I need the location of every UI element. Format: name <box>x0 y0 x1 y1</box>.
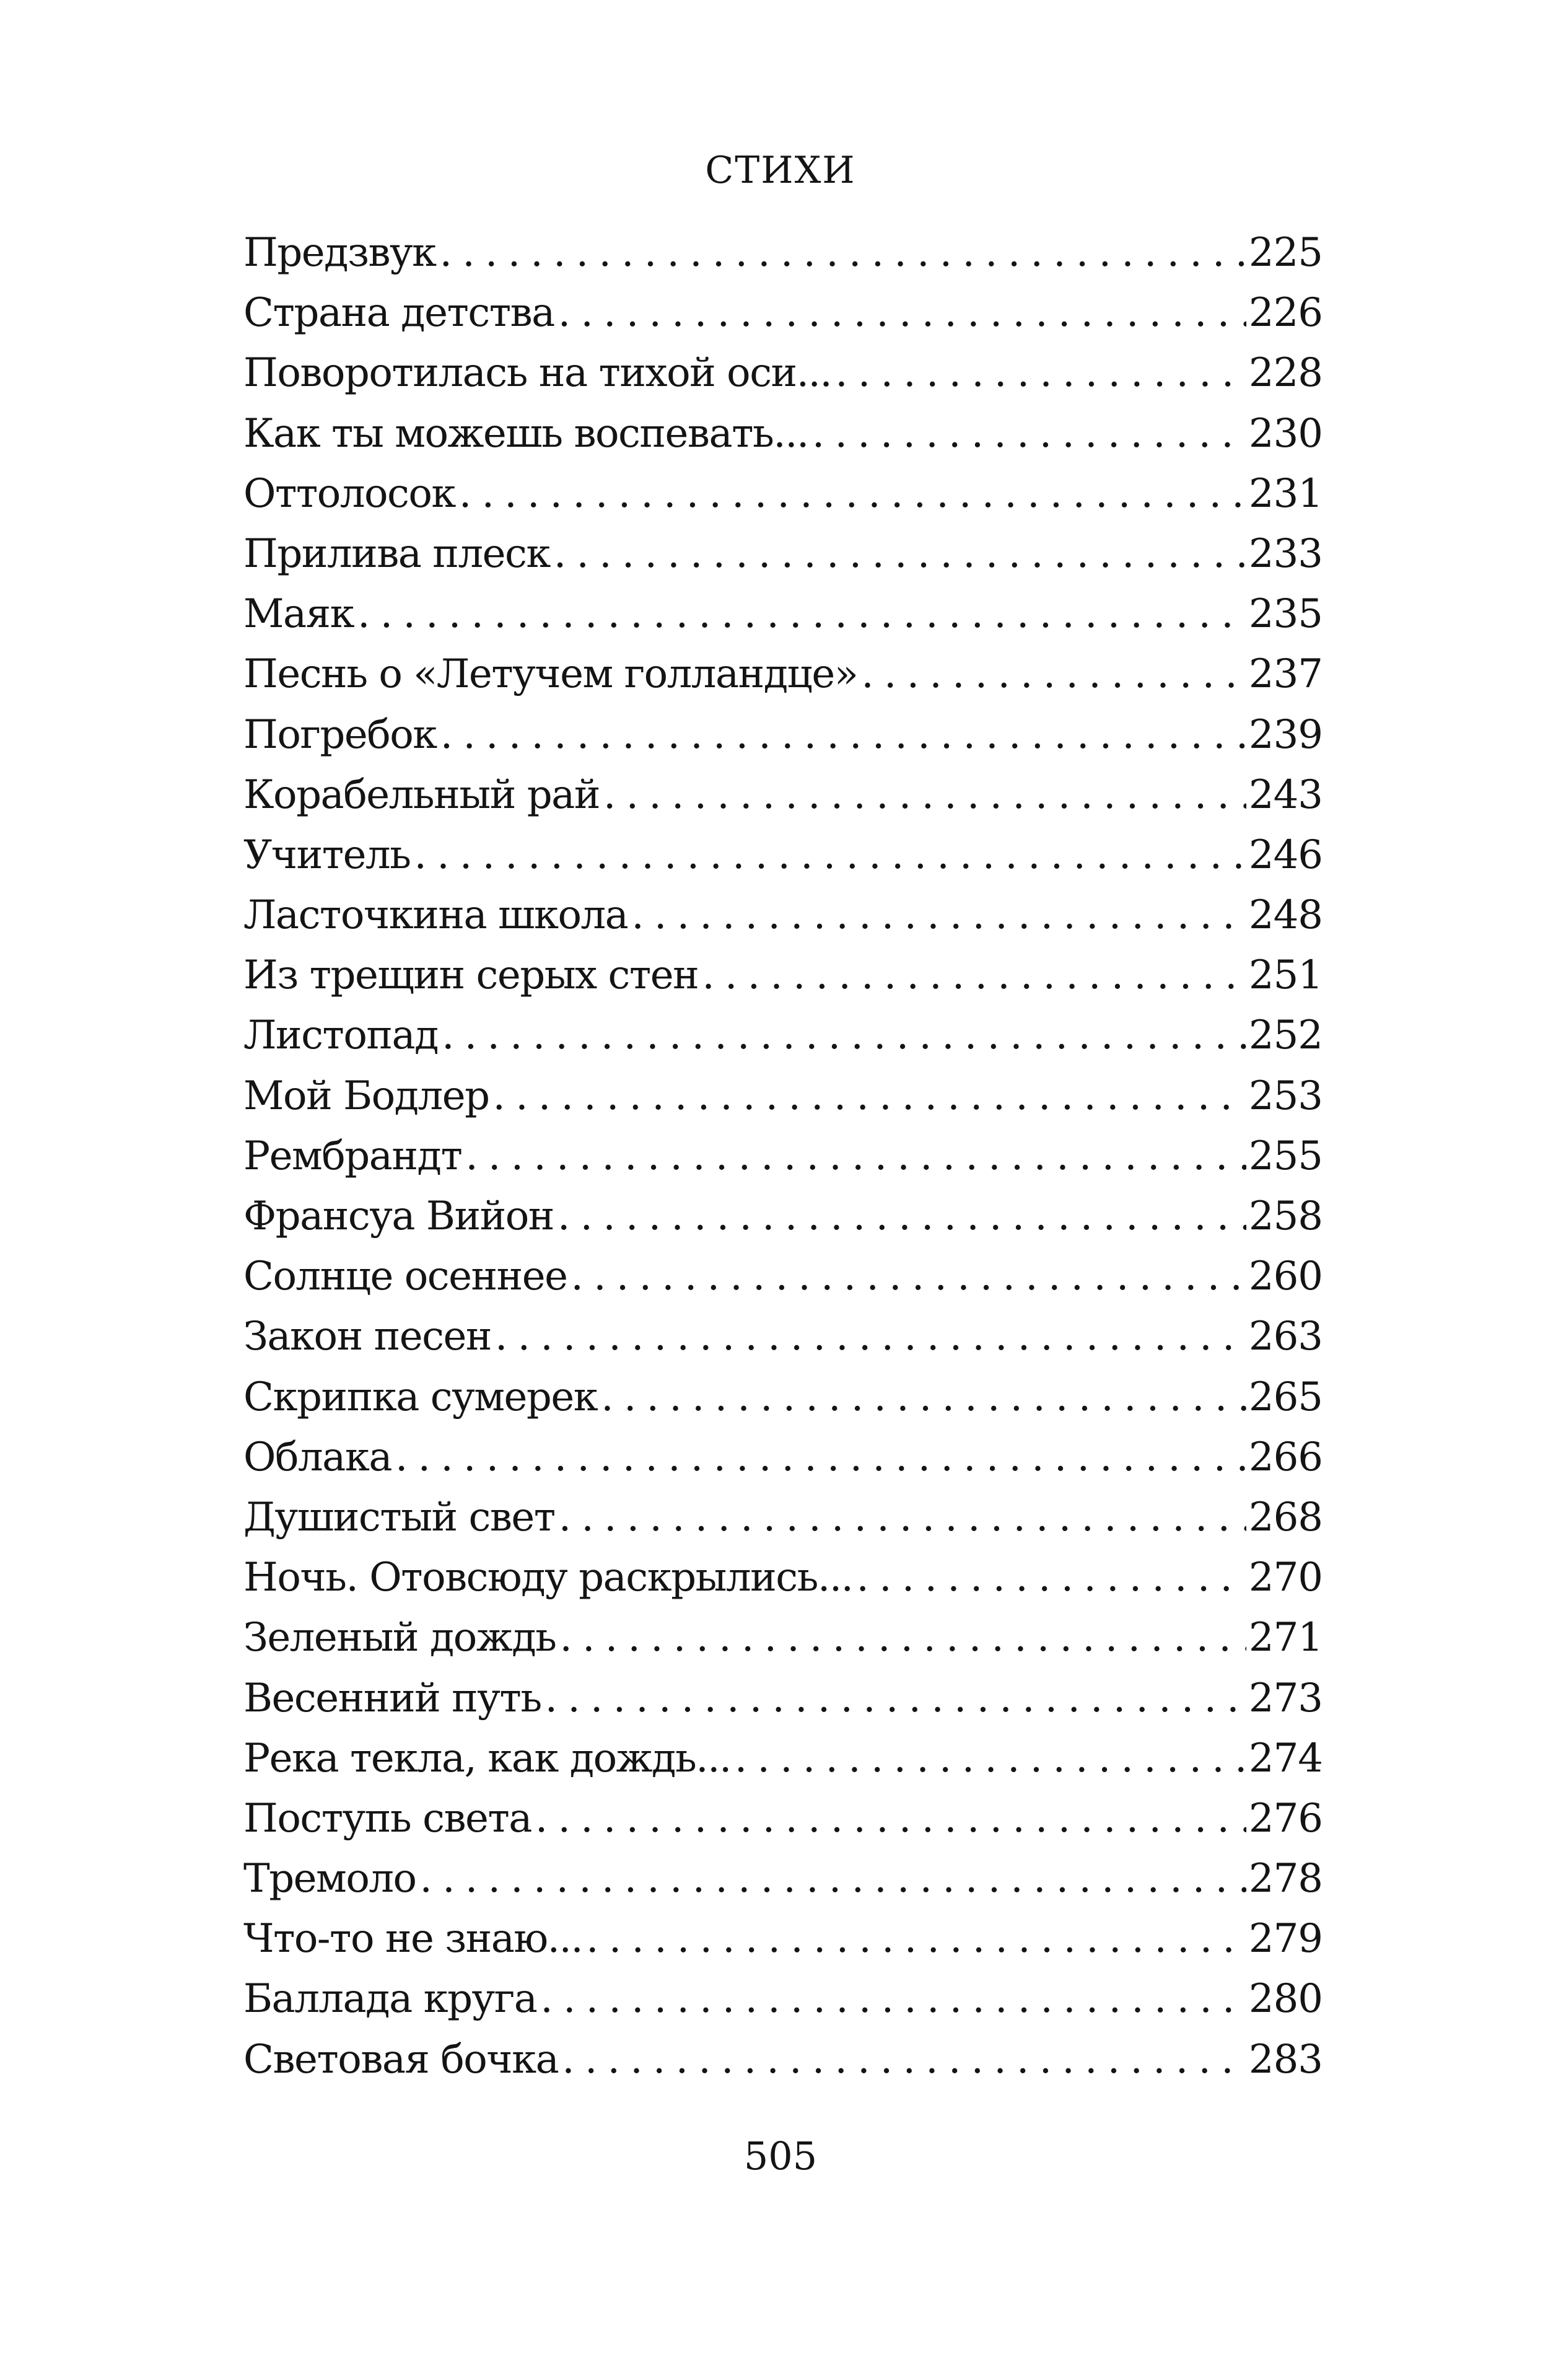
entry-page: 263 <box>1248 1314 1323 1360</box>
entry-title: Весенний путь <box>243 1675 541 1721</box>
toc-entry <box>243 2030 1323 2090</box>
entry-title: Световая бочка <box>243 2036 559 2083</box>
dot-leader <box>835 343 1246 403</box>
entry-title: Ласточкина школа <box>243 892 628 939</box>
dot-leader <box>395 1428 1246 1488</box>
toc-entry <box>243 404 1323 464</box>
section-title: СТИХИ <box>705 149 856 192</box>
toc-entry <box>243 1969 1323 2029</box>
entry-page: 239 <box>1248 711 1323 758</box>
toc-entry <box>243 1187 1323 1247</box>
toc-entry <box>243 464 1323 524</box>
toc-entry <box>243 1909 1323 1969</box>
entry-title: Как ты можешь воспевать... <box>243 410 808 457</box>
dot-leader <box>735 1729 1246 1789</box>
toc-entry <box>243 946 1323 1006</box>
entry-title: Оттолосок <box>243 470 455 517</box>
toc-entry <box>243 223 1323 283</box>
page-number: 505 <box>743 2133 818 2179</box>
toc-entry <box>243 584 1323 644</box>
entry-page: 270 <box>1248 1555 1323 1601</box>
toc-entry <box>243 524 1323 584</box>
dot-leader <box>357 584 1246 644</box>
entry-page: 246 <box>1248 832 1323 878</box>
entry-title: Страна детства <box>243 290 554 336</box>
dot-leader <box>601 1368 1246 1428</box>
table-of-contents <box>243 223 1323 2090</box>
entry-page: 265 <box>1248 1374 1323 1420</box>
entry-title: Зеленый дождь <box>243 1615 556 1661</box>
toc-entry <box>243 644 1323 705</box>
entry-page: 230 <box>1248 410 1323 457</box>
toc-entry <box>243 1548 1323 1608</box>
entry-page: 251 <box>1248 952 1323 999</box>
entry-page: 271 <box>1248 1615 1323 1661</box>
dot-leader <box>440 223 1246 283</box>
entry-page: 253 <box>1248 1073 1323 1119</box>
dot-leader <box>586 1909 1246 1969</box>
dot-leader <box>540 1969 1246 2029</box>
dot-leader <box>812 404 1246 464</box>
entry-title: Погребок <box>243 711 437 758</box>
entry-title: Баллада круга <box>243 1976 537 2022</box>
entry-page: 266 <box>1248 1434 1323 1480</box>
dot-leader <box>558 283 1246 343</box>
entry-title: Франсуа Вийон <box>243 1193 554 1239</box>
entry-page: 279 <box>1248 1916 1323 1962</box>
toc-entry <box>243 825 1323 885</box>
entry-page: 276 <box>1248 1795 1323 1842</box>
entry-title: Предзвук <box>243 230 436 276</box>
entry-title: Поворотилась на тихой оси... <box>243 350 832 397</box>
dot-leader <box>465 1126 1246 1187</box>
entry-title: Тремоло <box>243 1856 416 1902</box>
entry-title: Учитель <box>243 832 411 878</box>
toc-entry <box>243 765 1323 825</box>
dot-leader <box>631 885 1246 946</box>
entry-title: Листопад <box>243 1012 439 1059</box>
dot-leader <box>558 1187 1246 1247</box>
toc-entry <box>243 1488 1323 1548</box>
dot-leader <box>459 464 1246 524</box>
entry-title: Солнце осеннее <box>243 1254 567 1300</box>
dot-leader <box>420 1849 1246 1909</box>
toc-entry <box>243 1307 1323 1367</box>
entry-page: 235 <box>1248 591 1323 638</box>
entry-title: Корабельный рай <box>243 771 600 818</box>
dot-leader <box>603 765 1246 825</box>
dot-leader <box>861 644 1246 705</box>
toc-entry <box>243 343 1323 403</box>
toc-entry <box>243 1066 1323 1126</box>
entry-page: 268 <box>1248 1494 1323 1540</box>
toc-entry <box>243 1669 1323 1729</box>
entry-title: Мой Бодлер <box>243 1073 489 1119</box>
entry-title: Река текла, как дождь... <box>243 1735 731 1781</box>
entry-page: 278 <box>1248 1856 1323 1902</box>
dot-leader <box>559 1488 1246 1548</box>
toc-entry <box>243 283 1323 343</box>
entry-page: 283 <box>1248 2036 1323 2083</box>
entry-page: 280 <box>1248 1976 1323 2022</box>
toc-entry <box>243 1006 1323 1066</box>
dot-leader <box>535 1789 1246 1849</box>
entry-page: 260 <box>1248 1254 1323 1300</box>
toc-entry <box>243 1368 1323 1428</box>
dot-leader <box>495 1307 1246 1367</box>
entry-title: Поступь света <box>243 1795 531 1842</box>
entry-title: Маяк <box>243 591 354 638</box>
entry-page: 252 <box>1248 1012 1323 1059</box>
toc-entry <box>243 1247 1323 1307</box>
entry-page: 273 <box>1248 1675 1323 1721</box>
entry-title: Прилива плеск <box>243 530 550 577</box>
entry-page: 274 <box>1248 1735 1323 1781</box>
entry-page: 233 <box>1248 530 1323 577</box>
entry-page: 258 <box>1248 1193 1323 1239</box>
entry-title: Ночь. Отовсюду раскрылись... <box>243 1555 853 1601</box>
entry-page: 237 <box>1248 651 1323 698</box>
toc-entry <box>243 885 1323 946</box>
dot-leader <box>545 1669 1246 1729</box>
dot-leader <box>702 946 1246 1006</box>
entry-title: Душистый свет <box>243 1494 555 1540</box>
entry-title: Песнь о «Летучем голландце» <box>243 651 858 698</box>
entry-title: Из трещин серых стен <box>243 952 699 999</box>
toc-entry <box>243 1729 1323 1789</box>
entry-title: Что-то не знаю... <box>243 1916 583 1962</box>
entry-title: Закон песен <box>243 1314 491 1360</box>
toc-entry <box>243 1126 1323 1187</box>
toc-entry <box>243 1789 1323 1849</box>
dot-leader <box>440 705 1246 765</box>
toc-entry <box>243 705 1323 765</box>
toc-entry <box>243 1849 1323 1909</box>
entry-page: 228 <box>1248 350 1323 397</box>
dot-leader <box>493 1066 1246 1126</box>
entry-page: 248 <box>1248 892 1323 939</box>
toc-entry <box>243 1608 1323 1668</box>
toc-entry <box>243 1428 1323 1488</box>
entry-title: Скрипка сумерек <box>243 1374 598 1420</box>
dot-leader <box>562 2030 1246 2090</box>
entry-title: Облака <box>243 1434 391 1480</box>
dot-leader <box>857 1548 1246 1608</box>
entry-title: Рембрандт <box>243 1133 462 1179</box>
entry-page: 225 <box>1248 230 1323 276</box>
dot-leader <box>414 825 1246 885</box>
dot-leader <box>559 1608 1246 1668</box>
dot-leader <box>442 1006 1246 1066</box>
dot-leader <box>571 1247 1246 1307</box>
entry-page: 255 <box>1248 1133 1323 1179</box>
entry-page: 243 <box>1248 771 1323 818</box>
entry-page: 226 <box>1248 290 1323 336</box>
entry-page: 231 <box>1248 470 1323 517</box>
dot-leader <box>554 524 1246 584</box>
